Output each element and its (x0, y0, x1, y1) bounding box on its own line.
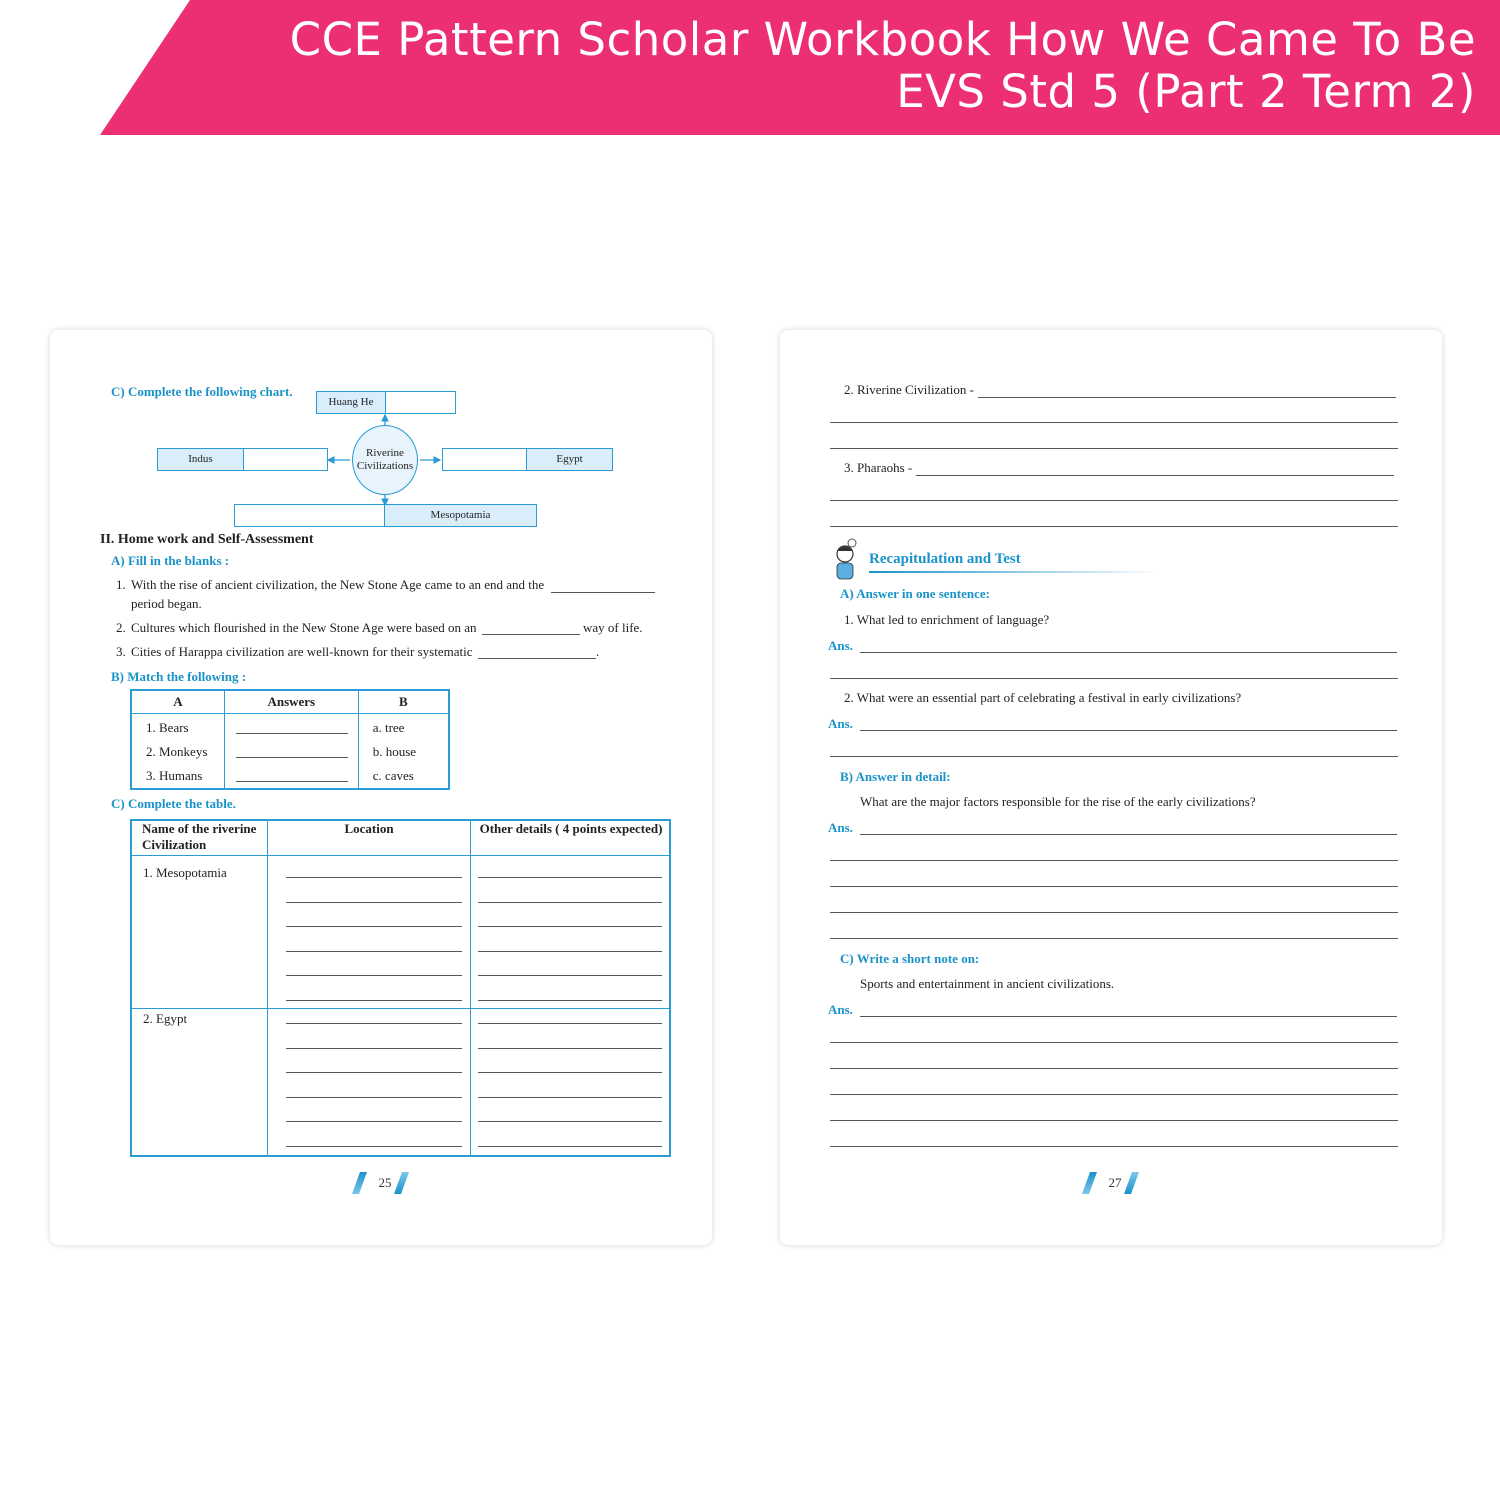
table-answer-line[interactable] (478, 1048, 662, 1049)
chart-heading: C) Complete the following chart. (111, 384, 293, 399)
fill-heading: A) Fill in the blanks : (111, 553, 230, 568)
table-answer-line[interactable] (286, 926, 462, 927)
table-answer-line[interactable] (286, 877, 462, 878)
answer-line[interactable] (860, 1016, 1397, 1017)
match-a-3: 3. Humans (131, 763, 224, 789)
fill-num-1: 1. (116, 577, 126, 592)
table-col-divider (470, 819, 471, 1157)
table-answer-line[interactable] (286, 1146, 462, 1147)
question-2: 2. What were an essential part of celebrating a festival in early civilizations? (844, 690, 1242, 705)
chart-box-left (157, 448, 328, 471)
item-riverine-civilization: 2. Riverine Civilization - (844, 382, 974, 397)
chart-box-bottom (234, 504, 537, 527)
table-row-divider (130, 1008, 671, 1009)
answer-line[interactable] (860, 652, 1397, 653)
item-pharaohs: 3. Pharaohs - (844, 460, 913, 475)
ans-label: Ans. (828, 1002, 853, 1017)
chart-box-top (316, 391, 456, 414)
table-answer-line[interactable] (478, 1000, 662, 1001)
table-answer-line[interactable] (478, 975, 662, 976)
table-heading: C) Complete the table. (111, 796, 236, 811)
recap-title: Recapitulation and Test (869, 551, 1021, 567)
table-answer-line[interactable] (478, 902, 662, 903)
table-header-divider (130, 855, 671, 856)
match-header-a: A (131, 690, 224, 714)
match-a-2: 2. Monkeys (131, 739, 224, 763)
table-answer-line[interactable] (286, 1121, 462, 1122)
chart-label-mesopotamia: Mesopotamia (385, 505, 536, 526)
answer-line[interactable] (830, 500, 1398, 501)
table-answer-line[interactable] (478, 1097, 662, 1098)
banner-title-line1: CCE Pattern Scholar Workbook How We Came To Be (289, 13, 1476, 66)
answer-line[interactable] (830, 422, 1398, 423)
table-row-egypt: 2. Egypt (143, 1011, 188, 1026)
recap-underline (869, 571, 1159, 573)
chart-center-circle: Riverine Civilizations (352, 425, 418, 495)
answer-line[interactable] (236, 781, 348, 782)
title-banner (0, 0, 1500, 135)
fill-num-3: 3. (116, 644, 126, 659)
match-a-1: 1. Bears (131, 714, 224, 739)
answer-line[interactable] (830, 526, 1398, 527)
answer-line[interactable] (978, 397, 1396, 398)
table-answer-line[interactable] (478, 1146, 662, 1147)
answer-line[interactable] (830, 938, 1398, 939)
page-number: 25 (378, 1175, 392, 1190)
fill-text-1b: period began. (131, 596, 202, 611)
ans-label: Ans. (828, 716, 853, 731)
banner-title (176, 14, 1476, 118)
table-answer-line[interactable] (478, 877, 662, 878)
table-answer-line[interactable] (286, 1048, 462, 1049)
answer-line[interactable] (830, 912, 1398, 913)
table-answer-line[interactable] (286, 1023, 462, 1024)
answer-line[interactable] (830, 1146, 1398, 1147)
page-decoration (352, 1172, 367, 1194)
fill-text-2: Cultures which flourished in the New Stone Age were based on an (131, 620, 477, 635)
answer-line[interactable] (236, 757, 348, 758)
right-page (780, 330, 1442, 1245)
match-header-answers: Answers (224, 690, 358, 714)
answer-line[interactable] (830, 1068, 1398, 1069)
match-table (130, 689, 450, 790)
student-thinking-icon (828, 538, 864, 582)
chart-box-right (442, 448, 613, 471)
question-1: 1. What led to enrichment of language? (844, 612, 1050, 627)
one-sentence-heading: A) Answer in one sentence: (840, 586, 990, 601)
chart-label-huang-he: Huang He (317, 392, 385, 413)
table-answer-line[interactable] (286, 1072, 462, 1073)
section-title: II. Home work and Self-Assessment (100, 532, 314, 547)
answer-line[interactable] (830, 1094, 1398, 1095)
match-b-2: b. house (358, 739, 449, 763)
match-header-b: B (358, 690, 449, 714)
left-page (50, 330, 712, 1245)
question-detail: What are the major factors responsible for the rise of the early civilizations? (860, 794, 1256, 809)
match-b-1: a. tree (358, 714, 449, 739)
table-header-details: Other details ( 4 points expected) (479, 821, 663, 836)
fill-text-3-after: . (596, 644, 600, 659)
chart-label-indus: Indus (158, 449, 243, 470)
short-note-heading: C) Write a short note on: (840, 951, 980, 966)
table-answer-line[interactable] (478, 926, 662, 927)
table-answer-line[interactable] (478, 1072, 662, 1073)
blank-line[interactable] (478, 658, 596, 659)
fill-text-1: With the rise of ancient civilization, the New Stone Age came to an end and the (131, 577, 545, 592)
ans-label: Ans. (828, 820, 853, 835)
match-heading: B) Match the following : (111, 669, 247, 684)
fill-text-3: Cities of Harappa civilization are well-known for their systematic (131, 644, 473, 659)
answer-line[interactable] (236, 733, 348, 734)
answer-line[interactable] (860, 730, 1397, 731)
table-row-mesopotamia: 1. Mesopotamia (143, 865, 227, 880)
table-answer-line[interactable] (478, 951, 662, 952)
answer-line[interactable] (916, 475, 1394, 476)
blank-line[interactable] (482, 634, 580, 635)
table-answer-line[interactable] (478, 1023, 662, 1024)
table-answer-line[interactable] (286, 975, 462, 976)
page-decoration (1082, 1172, 1097, 1194)
table-header-name: Name of the riverine Civilization (142, 821, 257, 852)
table-answer-line[interactable] (286, 902, 462, 903)
page-number: 27 (1108, 1175, 1122, 1190)
table-answer-line[interactable] (286, 1000, 462, 1001)
chart-label-egypt: Egypt (527, 449, 612, 470)
fill-text-2-after: way of life. (583, 620, 643, 635)
blank-line[interactable] (551, 592, 655, 593)
answer-line[interactable] (830, 860, 1398, 861)
answer-line[interactable] (830, 886, 1398, 887)
match-b-3: c. caves (358, 763, 449, 789)
table-answer-line[interactable] (286, 1097, 462, 1098)
table-answer-line[interactable] (478, 1121, 662, 1122)
detail-heading: B) Answer in detail: (840, 769, 951, 784)
banner-title-line2: EVS Std 5 (Part 2 Term 2) (896, 65, 1476, 118)
answer-line[interactable] (860, 834, 1397, 835)
fill-num-2: 2. (116, 620, 126, 635)
question-short-note: Sports and entertainment in ancient civilizations. (860, 976, 1115, 991)
answer-line[interactable] (830, 1120, 1398, 1121)
table-col-divider (267, 819, 268, 1157)
table-answer-line[interactable] (286, 951, 462, 952)
answer-line[interactable] (830, 756, 1398, 757)
answer-line[interactable] (830, 448, 1398, 449)
table-header-location: Location (344, 821, 394, 836)
answer-line[interactable] (830, 1042, 1398, 1043)
ans-label: Ans. (828, 638, 853, 653)
answer-line[interactable] (830, 678, 1398, 679)
